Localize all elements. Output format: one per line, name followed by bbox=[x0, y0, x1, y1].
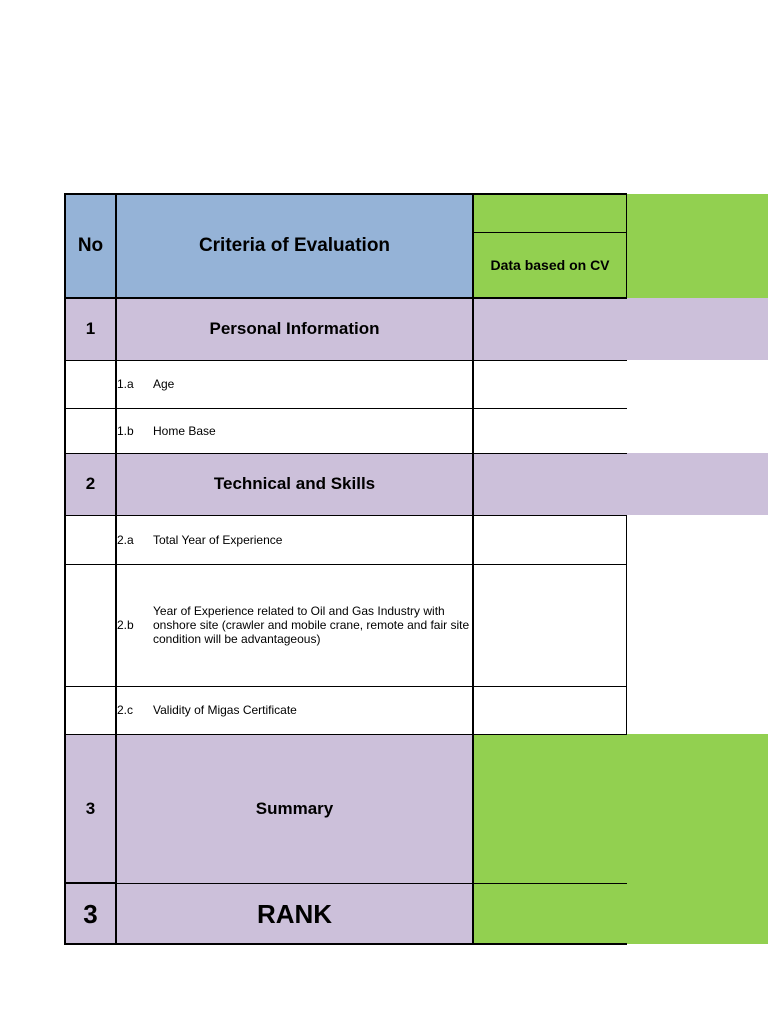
item-2c-label: Validity of Migas Certificate bbox=[153, 703, 297, 717]
grid-line bbox=[64, 882, 117, 884]
header-no-cell bbox=[65, 194, 116, 298]
item-1a-code: 1.a bbox=[117, 377, 134, 391]
grid-line bbox=[65, 515, 627, 516]
item-1b-label: Home Base bbox=[153, 423, 216, 438]
header-criteria-cell bbox=[116, 194, 473, 298]
grid-line bbox=[65, 297, 627, 299]
section-1-title: Personal Information bbox=[116, 298, 473, 360]
item-2b-label: Year of Experience related to Oil and Gas Industry with onshore site (crawler and mobile crane, remote and fair site condition will be advantageous) bbox=[153, 604, 470, 646]
grid-line bbox=[65, 360, 627, 361]
grid-line bbox=[65, 734, 627, 735]
item-1b-code: 1.b bbox=[117, 423, 134, 438]
grid-line bbox=[65, 453, 627, 454]
grid-line bbox=[65, 193, 627, 195]
item-2a-code: 2.a bbox=[117, 532, 134, 547]
header-criteria: Criteria of Evaluation bbox=[198, 235, 391, 256]
item-2c-code: 2.c bbox=[117, 703, 134, 717]
summary-green-band bbox=[473, 734, 768, 944]
section-1-band bbox=[473, 298, 768, 360]
grid-line bbox=[65, 564, 627, 565]
section-2-band bbox=[473, 453, 768, 515]
section-2-title: Technical and Skills bbox=[116, 453, 473, 515]
section-2-no: 2 bbox=[65, 453, 116, 515]
section-3-no: 3 bbox=[65, 734, 116, 884]
grid-line bbox=[65, 883, 627, 884]
section-1-no: 1 bbox=[65, 298, 116, 360]
grid-line bbox=[65, 686, 627, 687]
item-2a-label: Total Year of Experience bbox=[153, 532, 283, 547]
header-data-cell bbox=[473, 232, 627, 298]
header-data-label: Data based on CV bbox=[490, 257, 610, 273]
grid-line bbox=[626, 515, 627, 734]
section-3-title: Summary bbox=[116, 734, 473, 884]
rank-label: RANK bbox=[116, 884, 473, 944]
rank-no: 3 bbox=[65, 884, 116, 944]
item-1a-label: Age bbox=[153, 377, 175, 391]
grid-line bbox=[115, 193, 117, 945]
grid-line bbox=[626, 193, 627, 298]
grid-line bbox=[65, 408, 627, 409]
header-no: No bbox=[77, 235, 104, 256]
grid-line bbox=[65, 943, 627, 945]
item-2b-code: 2.b bbox=[117, 618, 134, 632]
grid-line bbox=[64, 193, 66, 945]
grid-line bbox=[472, 193, 474, 945]
